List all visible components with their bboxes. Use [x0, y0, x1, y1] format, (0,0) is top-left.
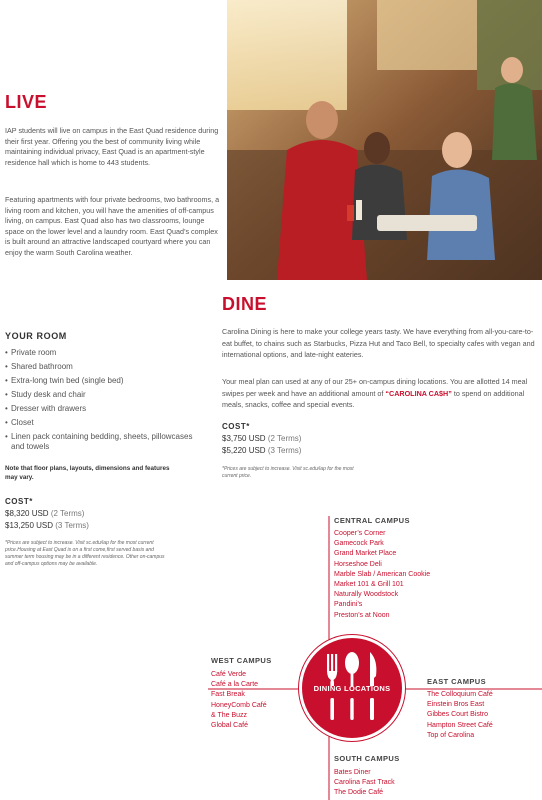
list-item: Marble Slab / American Cookie [334, 570, 431, 578]
list-item: Horseshoe Deli [334, 560, 382, 568]
live-intro-paragraph: IAP students will live on campus in the East Quad residence during their first year. Offering you the best of community living while maintaining individual privacy, East Quad is an apartment-style residence hall which is home to 443 students. [5, 126, 219, 167]
dine-intro-paragraph: Carolina Dining is here to make your college years tasty. We have everything from all-you-care-to-eat buffet, to chains such as Starbucks, Pizza Hut and Taco Bell, to specialty cafes with vegan and international options, and late-night eateries. [222, 327, 535, 359]
carolina-cash-highlight: “CAROLINA CA$H” [385, 388, 452, 398]
cost-amount: $13,250 USD [5, 521, 54, 530]
list-item: • Extra-long twin bed (single bed) [5, 376, 205, 386]
room-cost-label: COST* [5, 497, 33, 506]
list-item: The Colloquium Café [427, 691, 493, 698]
room-cost-three-terms [5, 521, 89, 530]
list-item: Market 101 & Grill 101 [334, 581, 404, 589]
your-room-heading: YOUR ROOM [5, 331, 67, 341]
list-item: Hampton Street Café [427, 721, 493, 729]
central-campus-list [334, 529, 430, 621]
east-campus-title: EAST CAMPUS [427, 677, 486, 686]
list-item: Carolina Fast Track [334, 779, 395, 787]
list-item: Einstein Bros East [427, 701, 485, 709]
dine-heading: DINE [222, 294, 268, 314]
list-item: Naturally Woodstock [334, 591, 399, 599]
list-item: • Study desk and chair [5, 390, 205, 400]
knife-icon [370, 652, 376, 686]
list-item: • Private room [5, 348, 205, 358]
students-dining-photo [227, 0, 542, 280]
dine-cost-three-terms [222, 446, 301, 455]
cost-amount: $8,320 USD [5, 509, 49, 518]
west-campus-title: WEST CAMPUS [211, 656, 272, 665]
list-item: Grand Market Place [334, 550, 397, 558]
list-item: Cooper’s Corner [334, 530, 386, 537]
cost-term: (2 Terms) [267, 434, 302, 443]
list-item: • Closet [5, 418, 205, 428]
dining-locations-badge [299, 635, 405, 741]
cost-term: (2 Terms) [50, 509, 85, 518]
dine-meal-plan-paragraph [222, 376, 538, 411]
meal-plan-text-after: to spend on additional meals, snacks, coffee and special events. [222, 388, 525, 409]
utensil-handles [330, 698, 374, 720]
room-cost-two-terms [5, 509, 84, 518]
list-item: Café a la Carte [211, 681, 259, 689]
floor-plan-note: Note that floor plans, layouts, dimensions and features may vary. [5, 465, 170, 481]
cost-term: (3 Terms) [55, 521, 89, 530]
list-item: HoneyComb Café & The Buzz [211, 701, 267, 719]
list-item: • Dresser with drawers [5, 404, 205, 414]
dining-locations-label: DINING LOCATIONS [313, 684, 391, 693]
list-item: Gibbes Court Bistro [427, 711, 489, 719]
cost-amount: $3,750 USD [222, 434, 266, 443]
list-item: • Linen pack containing bedding, sheets, pillowcases and towels [5, 432, 205, 452]
fork-icon [327, 654, 337, 686]
list-item: Pandini’s [334, 601, 363, 609]
list-item: Fast Break [211, 691, 245, 699]
list-item: The Dodie Café [334, 789, 384, 797]
list-item: • Shared bathroom [5, 362, 205, 372]
cost-amount: $5,220 USD [222, 446, 266, 455]
room-price-note: *Prices are subject to increase. Visit sc.edu/iap for the most current price.Housing at East Quad is on a first come,first served basis and summer term housing may be in a different residence. Other on-campus and off-campus options may be available. [5, 540, 165, 567]
list-item: Preston’s at Noon [334, 611, 390, 619]
dine-price-note: *Prices are subject to increase. Visit sc.edu/iap for the most current price. [222, 466, 354, 479]
dine-cost-two-terms [222, 434, 301, 443]
west-campus-list [211, 670, 267, 731]
south-campus-title: SOUTH CAMPUS [334, 754, 400, 763]
spoon-icon [345, 652, 359, 686]
list-item: Top of Carolina [427, 731, 475, 739]
dine-cost-label: COST* [222, 422, 250, 431]
south-campus-list [334, 768, 395, 799]
list-item: Bates Diner [334, 769, 371, 776]
list-item: Café Verde [211, 671, 247, 678]
east-campus-list [427, 690, 493, 741]
room-amenities-list [5, 348, 205, 456]
central-campus-title: CENTRAL CAMPUS [334, 516, 410, 525]
meal-plan-text-before: Your meal plan can used at any of our 25+ on-campus dining locations. You are allotted 14 meal swipes per week and have an additional amount of [222, 377, 528, 398]
live-features-paragraph: Featuring apartments with four private bedrooms, two bathrooms, a living room and kitchen, you will have the amenities of off-campus living, on campus. East Quad also has two classrooms, lounge space on the lower level and a laundry room. East Quad’s complex is built around an attractive landscaped courtyard where you can enjoy the warm South Carolina weather. [5, 195, 220, 257]
cost-term: (3 Terms) [267, 446, 302, 455]
list-item: Global Café [211, 722, 248, 730]
list-item: Gamecock Park [334, 540, 384, 548]
live-heading: LIVE [5, 92, 48, 112]
